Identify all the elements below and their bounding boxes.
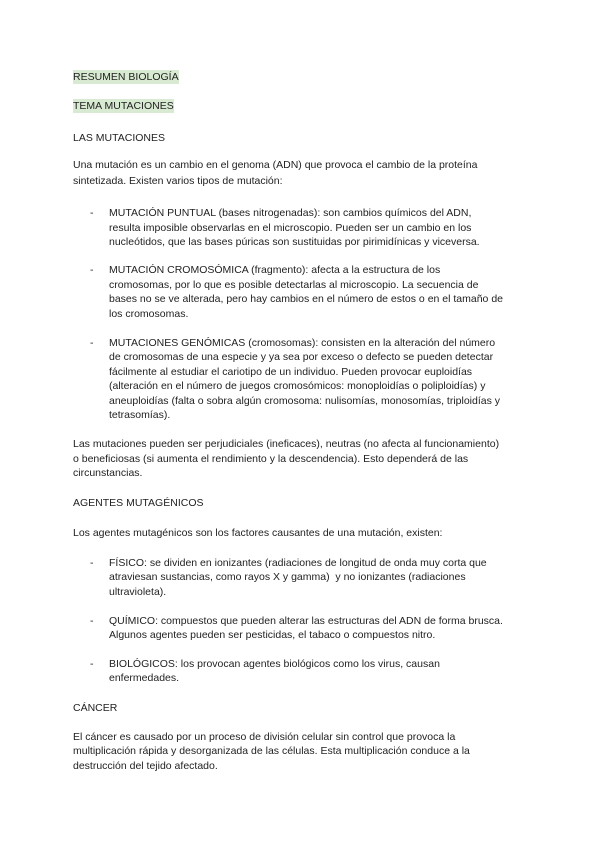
cancer-line: destrucción del tejido afectado. [73, 760, 218, 772]
agent-type-line: Algunos agentes pueden ser pesticidas, el tabaco o compuestos nitro. [109, 629, 436, 641]
agent-type-line: ultravioleta). [109, 586, 167, 598]
bullet-dash: - [90, 207, 94, 219]
summary-heading [73, 70, 179, 85]
mutation-type-line: (alteración en el número de juegos cromosómicos: monoploidías o poliploidías) y [109, 380, 486, 392]
mutation-type-line: bases no se ve alterada, pero hay cambios en el número de estos o en el tamaño de [109, 293, 503, 305]
mutation-type-line: tetrasomías). [109, 409, 171, 421]
topic-heading-text: TEMA MUTACIONES [73, 100, 174, 112]
consequences-line: o beneficiosas (si aumenta el rendimiento y la descendencia). Esto dependerá de las [73, 453, 469, 465]
cancer-line: El cáncer es causado por un proceso de división celular sin control que provoca la [73, 731, 456, 743]
mutation-type-line: MUTACIÓN PUNTUAL (bases nitrogenadas): son cambios químicos del ADN, [109, 207, 472, 219]
bullet-dash: - [90, 337, 94, 349]
agent-type-line: QUÍMICO: compuestos que pueden alterar las estructuras del ADN de forma brusca. [109, 615, 503, 627]
mutations-heading: LAS MUTACIONES [73, 132, 165, 144]
mutation-type-line: resulta imposible observarlas en el microscopio. Pueden ser un cambio en los [109, 222, 472, 234]
consequences-line: circunstancias. [73, 467, 143, 479]
agent-type-line: FÍSICO: se dividen en ionizantes (radiaciones de longitud de onda muy corta que [109, 557, 487, 569]
mutation-type-line: cromosomas, por lo que es posible detectarlas al microscopio. La secuencia de [109, 279, 479, 291]
mutation-type-line: aneuploidías (falta o sobra algún cromosoma: nulisomías, monosomías, triploidías y [109, 395, 501, 407]
bullet-dash: - [90, 557, 94, 569]
agent-type-line: atraviesan sustancias, como rayos X y gamma) y no ionizantes (radiaciones [109, 571, 466, 583]
mutation-type-line: de cromosomas de una especie y ya sea por exceso o defecto se pueden detectar [109, 351, 494, 363]
mutation-type-line: fácilmente al estudiar el cariotipo de un individuo. Pueden provocar euploidías [109, 366, 473, 378]
consequences-line: Las mutaciones pueden ser perjudiciales (ineficaces), neutras (no afecta al funcionamiento) [73, 438, 500, 450]
agents-intro: Los agentes mutagénicos son los factores causantes de una mutación, existen: [73, 527, 443, 539]
bullet-dash: - [90, 658, 94, 670]
mutation-type-line: MUTACIÓN CROMOSÓMICA (fragmento): afecta a la estructura de los [109, 264, 441, 276]
cancer-heading: CÁNCER [73, 702, 118, 714]
agents-heading: AGENTES MUTAGÉNICOS [73, 497, 204, 509]
intro-line: sintetizada. Existen varios tipos de mutación: [73, 175, 283, 187]
mutation-type-line: los cromosomas. [109, 308, 189, 320]
mutation-type-line: nucleótidos, que las bases púricas son sustituidas por pirimidínicas y viceversa. [109, 236, 480, 248]
bullet-dash: - [90, 615, 94, 627]
cancer-line: multiplicación rápida y desorganizada de las células. Esta multiplicación conduce a la [73, 745, 470, 757]
mutation-type-line: MUTACIONES GENÓMICAS (cromosomas): consisten en la alteración del número [109, 337, 496, 349]
agent-type-line: enfermedades. [109, 672, 180, 684]
intro-line: Una mutación es un cambio en el genoma (ADN) que provoca el cambio de la proteína [73, 159, 478, 171]
agent-type-line: BIOLÓGICOS: los provocan agentes biológicos como los virus, causan [109, 658, 440, 670]
bullet-dash: - [90, 264, 94, 276]
topic-heading [73, 99, 174, 114]
summary-heading-text: RESUMEN BIOLOGÍA [73, 71, 179, 83]
